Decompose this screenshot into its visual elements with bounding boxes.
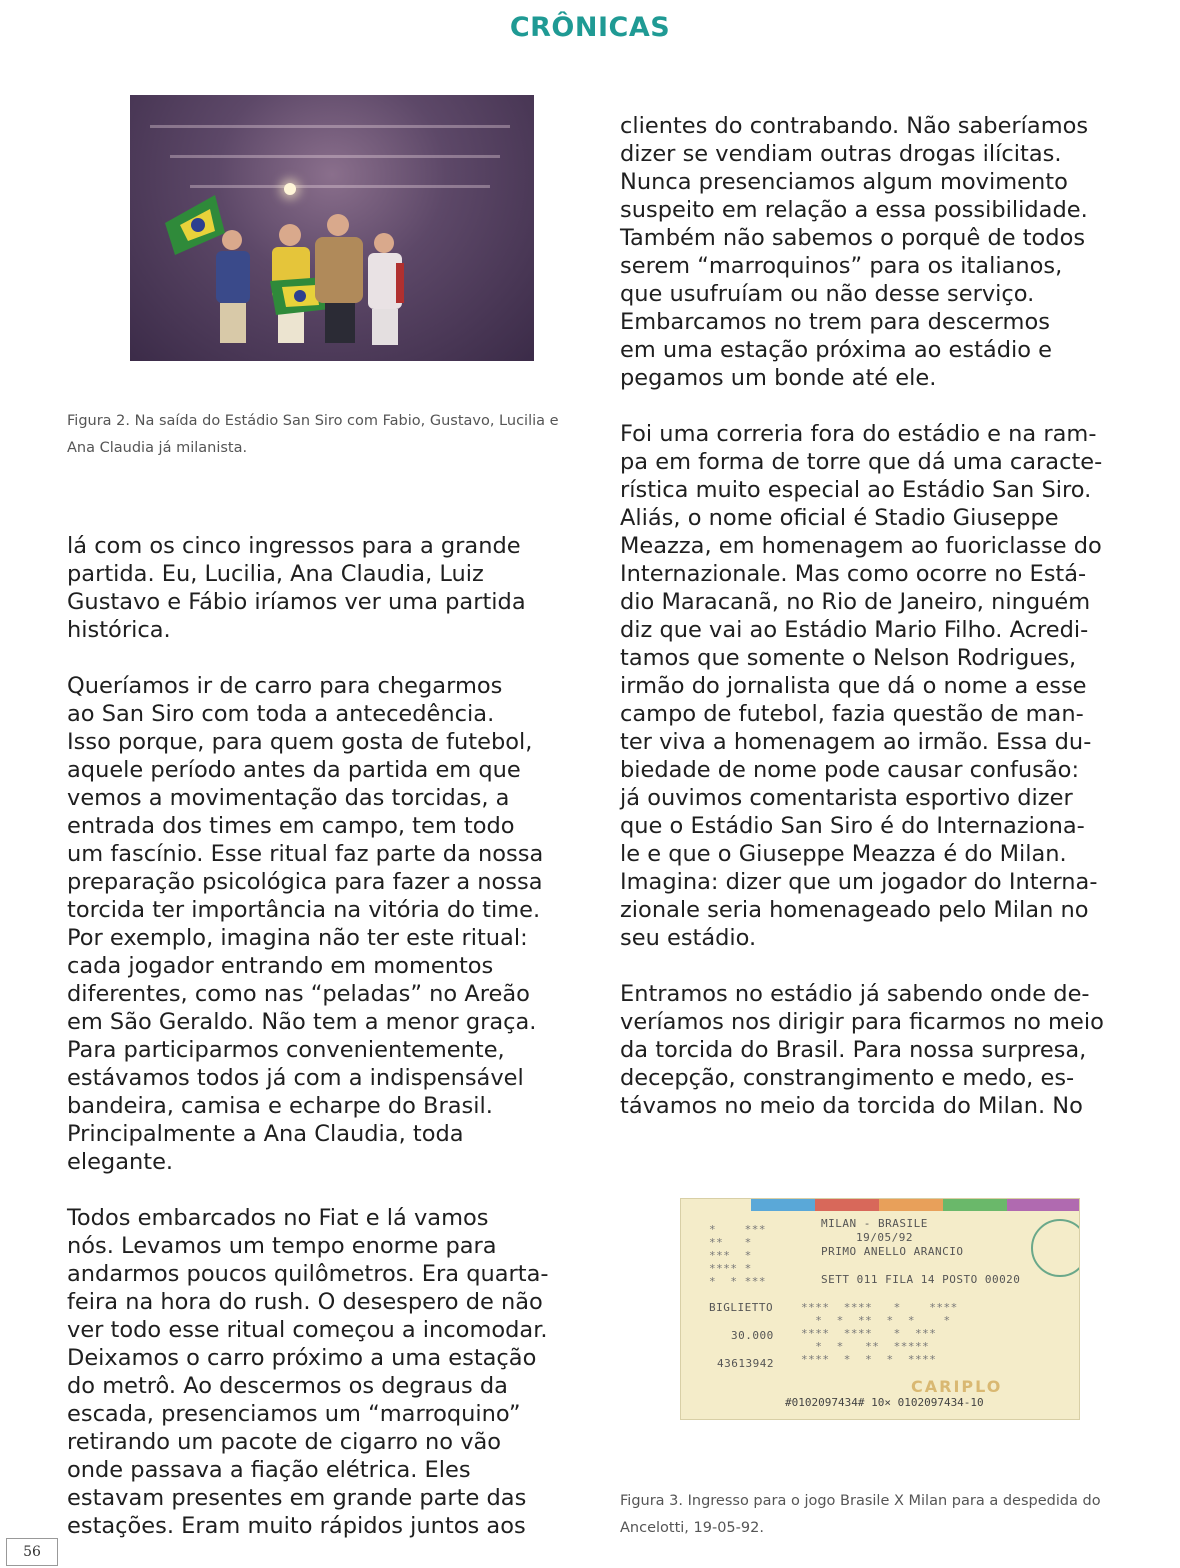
stadium-exit-photo (130, 95, 534, 361)
seal-icon (1031, 1219, 1080, 1277)
ticket-brand: CARIPLO (911, 1377, 1003, 1396)
body-paragraph: Todos embarcados no Fiat e lá vamos nós. Levamos um tempo enorme para andarmos poucos quilômetros. Era quarta- feira na hora do rush. O desespero de não ver todo esse ritual começou a incomodar. Deixamos o carro próximo a uma estação do metrô. Ao descermos os degraus da escada, presenciamos um “marroquino” retirando um pacote de cigarro no vão onde passava a fiação elétrica. Eles estavam presentes em grande parte das estações. Eram muito rápidos juntos aos (67, 1205, 549, 1539)
section-title: CRÔNICAS (509, 12, 671, 43)
body-paragraph: clientes do contrabando. Não saberíamos dizer se vendiam outras drogas ilícitas. Nunca presenciamos algum movimento suspeito em relação a essa possibilidade. Também não sabemos o porquê de todos serem “marroquinos” para os italianos, que usufruíam ou não desse serviço. Embarcamos no trem para descermos em uma estação próxima ao estádio e pegamos um bonde até ele. (620, 113, 1089, 391)
ticket-label: BIGLIETTO (709, 1301, 774, 1314)
body-paragraph: Queríamos ir de carro para chegarmos ao San Siro com toda a antecedência. Isso porque, para quem gosta de futebol, aquele período antes da partida em que vemos a movimentação das torcidas, a entrada dos times em campo, tem todo um fascínio. Esse ritual faz parte da nossa preparação psicológica para fazer a nossa torcida ter importância na vitória do time. Por exemplo, imagina não ter este ritual: cada jogador entrando em momentos diferentes, como nas “peladas” no Areão em São Geraldo. Não tem a menor graça. Para participarmos convenientemente, estávamos todos já com a indispensável bandeira, camisa e echarpe do Brasil. Principalmente a Ana Claudia, toda elegante. (67, 673, 544, 1175)
ticket-date: 19/05/92 (856, 1231, 913, 1244)
figure-2-caption: Figura 2. Na saída do Estádio San Siro com Fabio, Gustavo, Lucilia e Ana Claudia já milanista. (67, 413, 559, 456)
left-column (67, 532, 597, 1540)
body-paragraph: Entramos no estádio já sabendo onde de- veríamos nos dirigir para ficarmos no meio da torcida do Brasil. Para nossa surpresa, decepção, constrangimento e medo, es- távamos no meio da torcida do Milan. No (620, 981, 1104, 1119)
people-silhouettes (130, 95, 534, 361)
ticket-price: 30.000 (731, 1329, 774, 1342)
page-number: 56 (6, 1538, 58, 1566)
ticket-seat: SETT 011 FILA 14 POSTO 00020 (821, 1273, 1021, 1286)
ticket-code: 43613942 (717, 1357, 774, 1370)
ticket-match: MILAN - BRASILE (821, 1217, 928, 1230)
right-column-top (620, 112, 1155, 392)
right-column (620, 420, 1155, 1120)
ticket-serial: #0102097434# 10× 0102097434-10 (785, 1396, 984, 1409)
body-paragraph: lá com os cinco ingressos para a grande partida. Eu, Lucilia, Ana Claudia, Luiz Gustavo e Fábio iríamos ver uma partida histórica. (67, 533, 526, 643)
body-paragraph: Foi uma correria fora do estádio e na ram- pa em forma de torre que dá uma caracte- rística muito especial ao Estádio San Siro. Aliás, o nome oficial é Stadio Giuseppe Meazza, em homenagem ao fuoriclasse do Internazionale. Mas como ocorre no Está- dio Maracanã, no Rio de Janeiro, ninguém diz que vai ao Estádio Mario Filho. Acredi- tamos que somente o Nelson Rodrigues, irmão do jornalista que dá o nome a esse campo de futebol, fazia questão de man- ter viva a homenagem ao irmão. Essa du- biedade de nome pode causar confusão: já ouvimos comentarista esportivo dizer que o Estádio San Siro é do Internaziona- le e que o Giuseppe Meazza é do Milan. Imagina: dizer que um jogador do Interna- zionale seria homenageado pelo Milan no seu estádio. (620, 421, 1103, 951)
ticket-sector: PRIMO ANELLO ARANCIO (821, 1245, 964, 1258)
figure-3-caption: Figura 3. Ingresso para o jogo Brasile X Milan para a despedida do Ancelotti, 19-05-92. (620, 1493, 1101, 1536)
match-ticket-image: MILAN - BRASILE 19/05/92 PRIMO ANELLO ARANCIO SETT 011 FILA 14 POSTO 00020 BIGLIETTO 30.000 43613942 * *** ** * *** * **** * * * *** **** **** * **** * * ** * * * **** **** * *** * * ** ***** **** * * * **** CARIPLO (680, 1198, 1080, 1420)
